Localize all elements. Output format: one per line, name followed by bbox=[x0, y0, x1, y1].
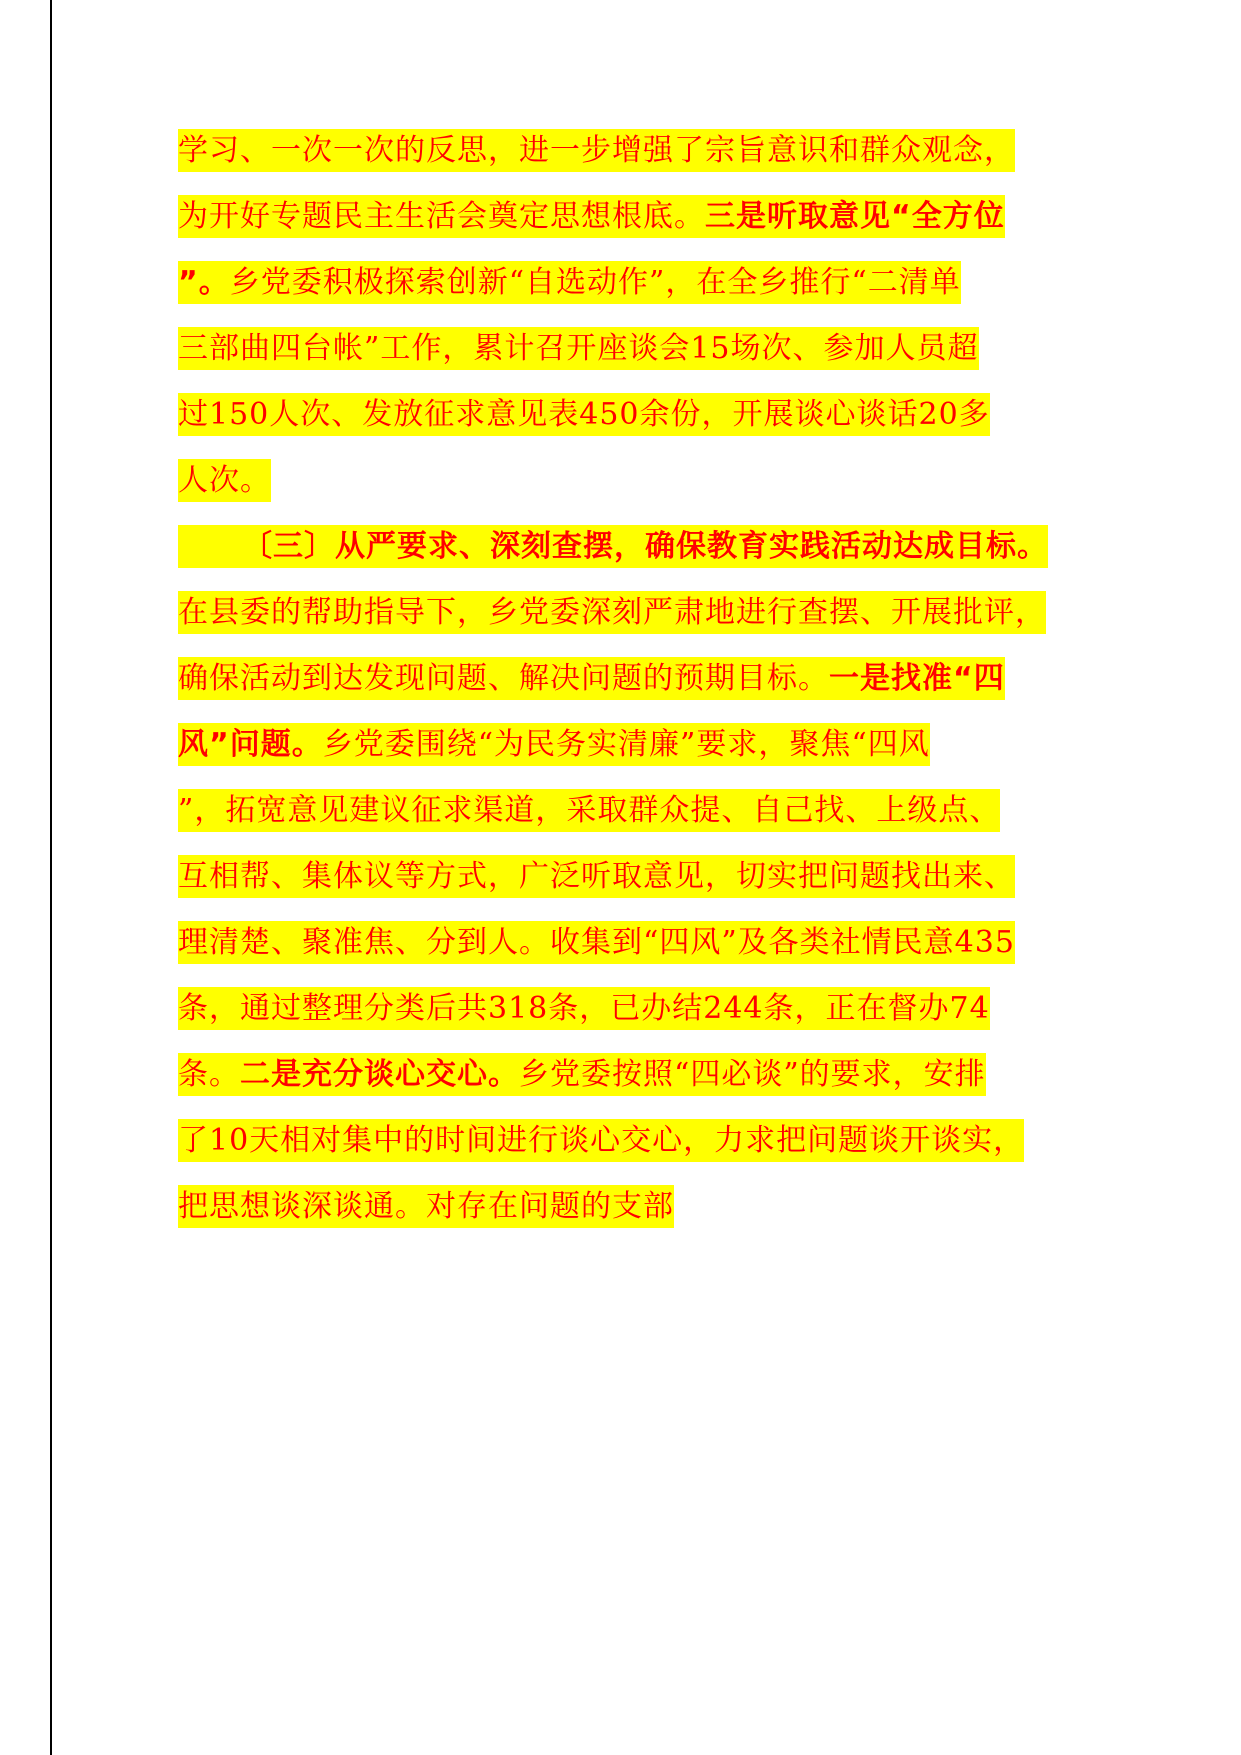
paragraph-listening-opinions bbox=[178, 118, 1078, 514]
text-run: ”，拓宽意见建议征求渠道，采取群众提、自己找、上级点、 bbox=[178, 789, 1000, 832]
text-run: 把思想谈深谈通。对存在问题的支部 bbox=[178, 1185, 674, 1228]
text-run: 理清楚、聚准焦、分到人。收集到“四风”及各类社情民意435 bbox=[178, 921, 1015, 964]
text-line bbox=[178, 316, 1078, 382]
text-line bbox=[178, 1174, 1078, 1240]
text-line bbox=[178, 580, 1078, 646]
text-line bbox=[178, 910, 1078, 976]
text-line bbox=[178, 646, 1078, 712]
text-run: 过150人次、发放征求意见表450余份，开展谈心谈话20多 bbox=[178, 393, 990, 436]
text-line bbox=[178, 1042, 1078, 1108]
text-run: 条。 bbox=[178, 1053, 240, 1096]
text-run: 为开好专题民主生活会奠定思想根底。 bbox=[178, 195, 705, 238]
text-run: 学习、一次一次的反思，进一步增强了宗旨意识和群众观念， bbox=[178, 129, 1015, 172]
text-line bbox=[178, 1108, 1078, 1174]
text-line bbox=[178, 184, 1078, 250]
text-line bbox=[178, 448, 1078, 514]
bold-subheading: 一是找准“四 bbox=[829, 657, 1005, 700]
page-left-border bbox=[50, 0, 52, 1755]
text-run: 人次。 bbox=[178, 459, 271, 502]
bold-subheading: ”。 bbox=[178, 261, 230, 304]
text-line bbox=[178, 382, 1078, 448]
bold-subheading: 三是听取意见“全方位 bbox=[705, 195, 1005, 238]
text-line bbox=[178, 250, 1078, 316]
section-heading: 〔三〕从严要求、深刻查摆，确保教育实践活动达成目标。 bbox=[178, 525, 1048, 568]
text-line bbox=[178, 976, 1078, 1042]
text-run: 在县委的帮助指导下，乡党委深刻严肃地进行查摆、开展批评， bbox=[178, 591, 1046, 634]
bold-subheading: 二是充分谈心交心。 bbox=[240, 1053, 519, 1096]
text-run: 三部曲四台帐”工作，累计召开座谈会15场次、参加人员超 bbox=[178, 327, 979, 370]
text-line bbox=[178, 712, 1078, 778]
paragraph-strict-review bbox=[178, 580, 1078, 1240]
bold-subheading: 风”问题。 bbox=[178, 723, 323, 766]
text-run: 乡党委按照“四必谈”的要求，安排 bbox=[519, 1053, 986, 1096]
text-run: 乡党委围绕“为民务实清廉”要求，聚焦“四风 bbox=[323, 723, 930, 766]
text-line bbox=[178, 118, 1078, 184]
text-run: 互相帮、集体议等方式，广泛听取意见，切实把问题找出来、 bbox=[178, 855, 1015, 898]
text-run: 条，通过整理分类后共318条，已办结244条，正在督办74 bbox=[178, 987, 990, 1030]
text-run: 确保活动到达发现问题、解决问题的预期目标。 bbox=[178, 657, 829, 700]
document-body bbox=[178, 118, 1078, 1240]
text-line bbox=[178, 778, 1078, 844]
text-run: 了10天相对集中的时间进行谈心交心，力求把问题谈开谈实， bbox=[178, 1119, 1024, 1162]
section-heading-line bbox=[178, 514, 1078, 580]
text-run: 乡党委积极探索创新“自选动作”，在全乡推行“二清单 bbox=[230, 261, 961, 304]
text-line bbox=[178, 844, 1078, 910]
